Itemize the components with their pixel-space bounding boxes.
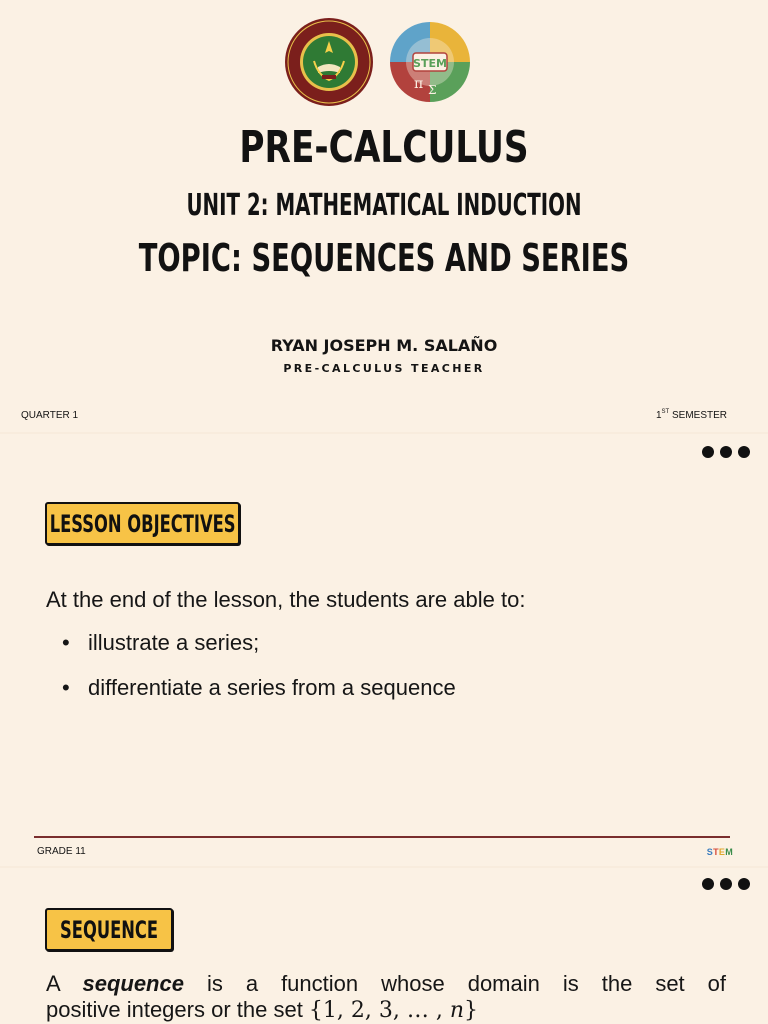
grade-label: GRADE 11 xyxy=(37,846,86,857)
author-name: RYAN JOSEPH M. SALAÑO xyxy=(270,336,498,355)
footer-divider xyxy=(34,836,730,838)
semester-label: 1ST SEMESTER xyxy=(655,409,727,421)
svg-text:π: π xyxy=(414,76,424,92)
stem-logo xyxy=(384,16,476,108)
svg-text:Σ: Σ xyxy=(428,83,437,97)
stem-logo-center: STEM xyxy=(413,57,447,70)
objective-item: • illustrate a series; xyxy=(62,630,456,675)
author-role: PRE-CALCULUS TEACHER xyxy=(283,362,485,375)
definition-line-2: positive integers or the set {1, 2, 3, … , 𝑛} xyxy=(46,997,479,1023)
school-seal-logo xyxy=(284,17,374,107)
objectives-intro: At the end of the lesson, the students are able to: xyxy=(46,587,526,612)
objectives-label: LESSON OBJECTIVES xyxy=(45,502,240,545)
sequence-label: SEQUENCE xyxy=(45,908,173,951)
course-title: PRE-CALCULUS xyxy=(239,122,529,173)
topic-title: TOPIC: SEQUENCES AND SERIES xyxy=(138,236,630,280)
objectives-list xyxy=(62,630,456,720)
more-dots-icon xyxy=(702,446,750,458)
integer-set-math: {1, 2, 3, … , 𝑛} xyxy=(308,998,479,1023)
logo-row xyxy=(0,16,768,108)
stem-mini-logo: STEM xyxy=(706,847,733,857)
title-slide xyxy=(0,0,768,432)
more-dots-icon xyxy=(702,878,750,890)
defined-term: sequence xyxy=(82,971,184,996)
definition-line-1: A sequence is a function whose domain is the set of xyxy=(46,971,727,996)
objectives-slide xyxy=(0,434,768,866)
quarter-label: QUARTER 1 xyxy=(21,410,79,421)
objective-item: • differentiate a series from a sequence xyxy=(62,675,456,720)
sequence-slide xyxy=(0,868,768,1024)
unit-title: UNIT 2: MATHEMATICAL INDUCTION xyxy=(186,188,582,223)
